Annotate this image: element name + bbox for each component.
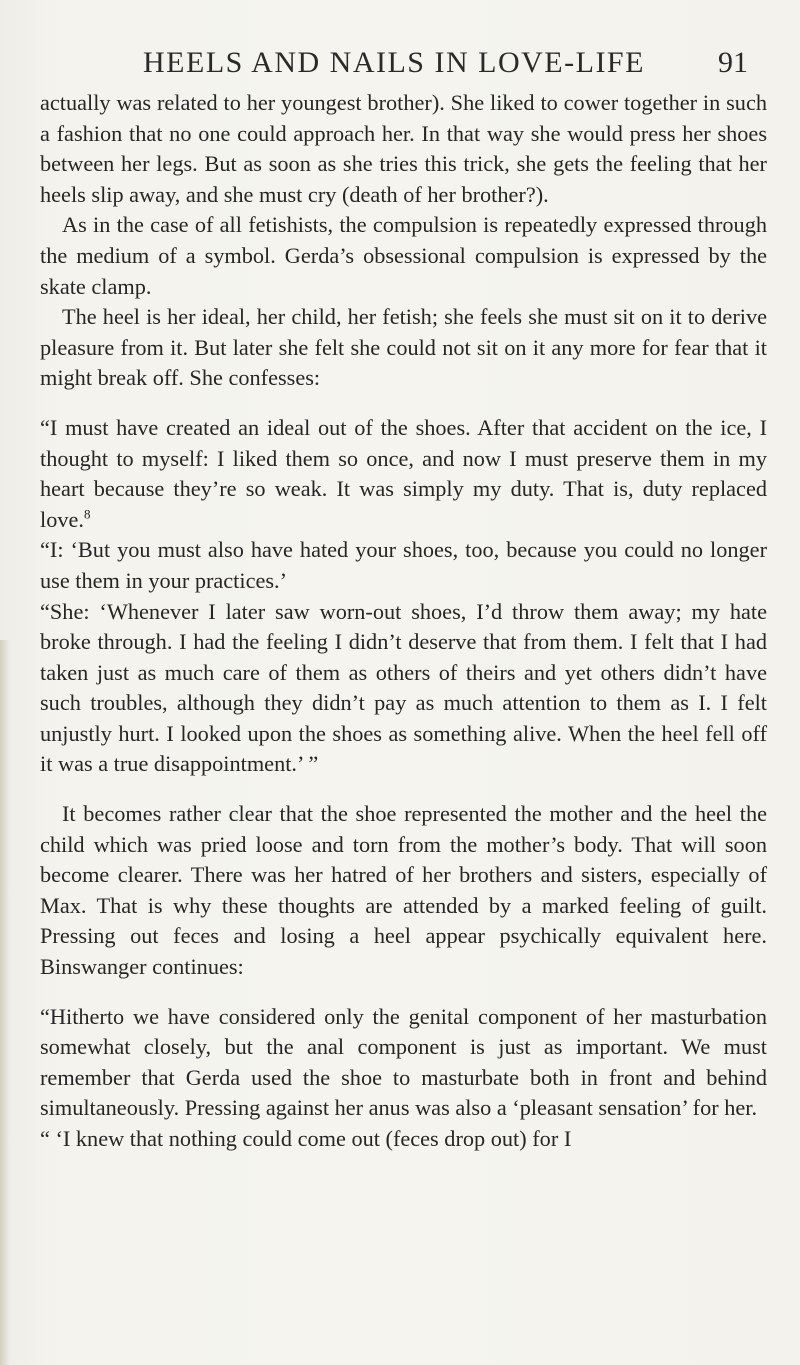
footnote-marker: 8 [83, 506, 91, 522]
paragraph-compulsion: As in the case of all fetishists, the compulsion is repeatedly expressed through the medium of a symbol. Gerda’s obsessional compulsion is expressed by the skate clamp. [40, 212, 767, 299]
spacer [40, 983, 767, 1002]
quote-ideal [40, 413, 767, 535]
spacer [40, 394, 767, 413]
running-head: HEELS AND NAILS IN LOVE-LIFE [143, 46, 645, 79]
quote-patient: “She: ‘Whenever I later saw worn-out shoes, I’d throw them away; my hate broke through. I had the feeling I didn’t deserve that from them. I felt that I had taken just as much care of them as others of theirs and yet others didn’t have such troubles, although they didn’t pay as much attention to them as I. I felt unjustly hurt. I looked upon the shoes as something alive. When the heel fell off it was a true disappointment.’ ” [40, 598, 767, 777]
quote-feces: “ ‘I knew that nothing could come out (feces drop out) for I [40, 1126, 572, 1151]
binding-shadow [0, 640, 10, 1365]
quote-interviewer: “I: ‘But you must also have hated your shoes, too, because you could no longer use them in your practices.’ [40, 537, 767, 593]
body-text [40, 88, 767, 1155]
page-number: 91 [718, 46, 748, 79]
paragraph-mother-child: It becomes rather clear that the shoe represented the mother and the heel the child which was pried loose and torn from the mother’s body. That will soon become clearer. There was her hatred of her brothers and sisters, especially of Max. That is why these thoughts are attended by a marked feeling of guilt. Pressing out feces and losing a heel appear psychically equivalent here. Binswanger continues: [40, 801, 767, 980]
paragraph-continued: actually was related to her youngest brother). She liked to cower together in such a fashion that no one could approach her. In that way she would press her shoes between her legs. But as soon as she tries this trick, she gets the feeling that her heels slip away, and she must cry (death of her brother?). [40, 90, 767, 207]
page-header [0, 38, 800, 78]
quote-ideal-text: “I must have created an ideal out of the shoes. After that accident on the ice, I thought to myself: I liked them so once, and now I must preserve them in my heart because they’re so weak. It was simply my duty. That is, duty replaced love. [40, 414, 767, 532]
paragraph-heel-ideal: The heel is her ideal, her child, her fetish; she feels she must sit on it to derive pleasure from it. But later she felt she could not sit on it any more for fear that it might break off. She confesses: [40, 304, 767, 391]
quote-binswanger: “Hitherto we have considered only the genital component of her masturbation somewhat closely, but the anal component is just as important. We must remember that Gerda used the shoe to masturbate both in front and behind simultaneously. Pressing against her anus was also a ‘pleasant sensation’ for her. [40, 1003, 767, 1121]
spacer [40, 780, 767, 799]
